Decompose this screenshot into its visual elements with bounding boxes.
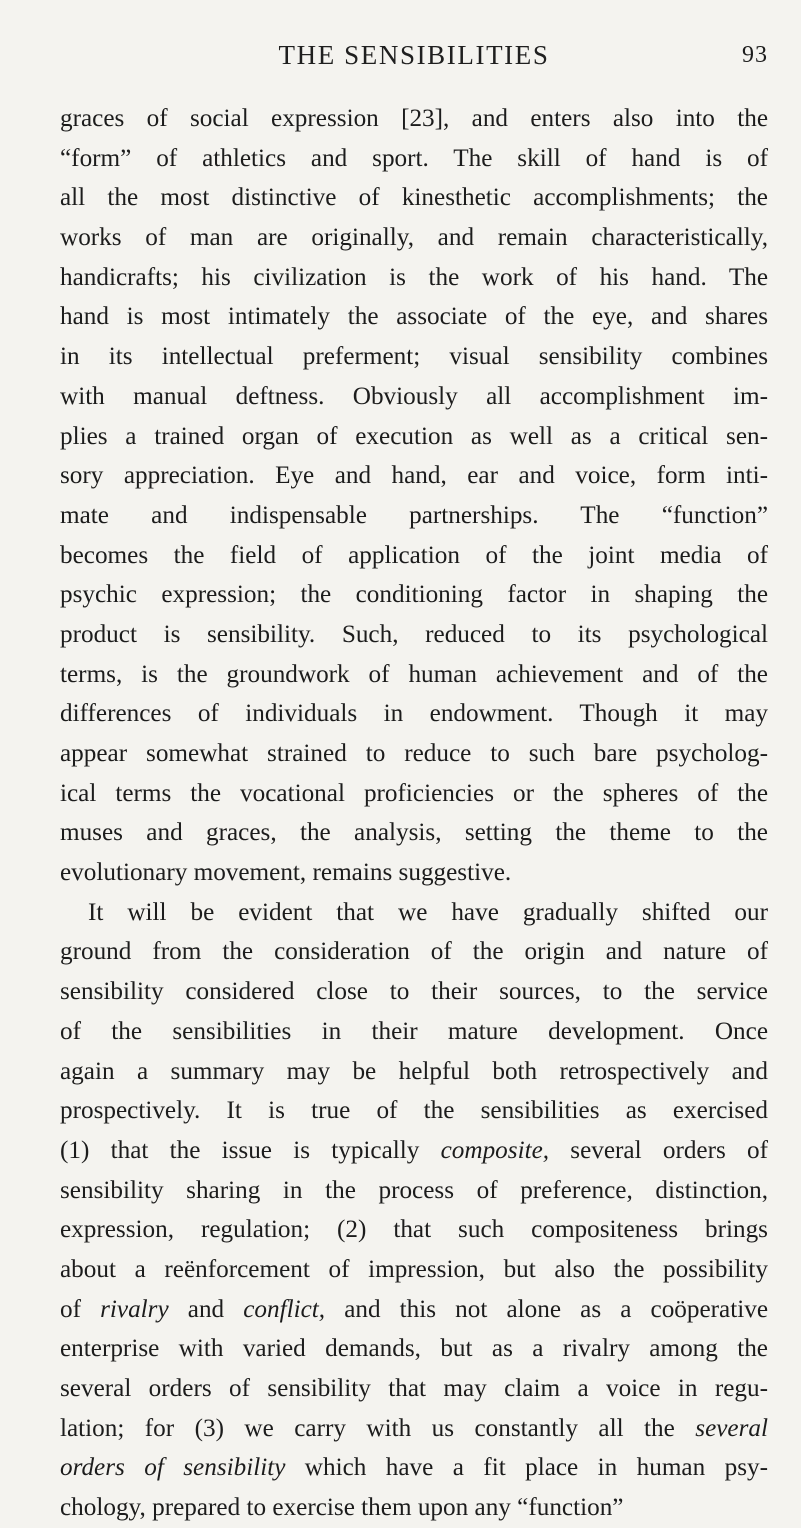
text-line: product is sensibility. Such, reduced to its psychological: [60, 620, 768, 648]
text-line: several orders of sensibility that may claim a voice in regu-: [60, 1375, 768, 1402]
text-segment: (1) that the issue is typically: [60, 1136, 441, 1164]
text-line: becomes the field of application of the joint media of: [60, 541, 768, 569]
text-line: expression, regulation; (2) that such compositeness brings: [60, 1216, 768, 1244]
text-line: chology, prepared to exercise them upon any “function”: [60, 1494, 624, 1522]
emphasis-text: conflict,: [243, 1295, 326, 1323]
text-line: sensibility considered close to their sources, to the service: [60, 978, 768, 1006]
text-line: enterprise with varied demands, but as a rivalry among the: [60, 1335, 768, 1363]
running-head: THE SENSIBILITIES: [278, 40, 550, 70]
text-segment: and this not alone as a coöperative: [325, 1295, 768, 1323]
text-line: prospectively. It is true of the sensibilities as exercised: [60, 1097, 768, 1125]
text-line: It will be evident that we have gradually shifted our: [88, 898, 768, 926]
text-line: [60, 1409, 768, 1449]
body-text: [60, 99, 768, 1528]
emphasis-text: several: [695, 1414, 768, 1442]
text-segment: lation; for (3) we carry with us constantly all the: [60, 1414, 696, 1442]
text-segment: several orders of: [549, 1136, 769, 1164]
text-line: hand is most intimately the associate of the eye, and shares: [60, 303, 768, 331]
page-header: [60, 40, 768, 80]
emphasis-text: rivalry: [100, 1295, 169, 1323]
text-line: again a summary may be helpful both retrospectively and: [60, 1057, 768, 1085]
text-line: [60, 1290, 768, 1330]
text-line: mate and indispensable partnerships. The “function”: [60, 501, 768, 529]
text-line: with manual deftness. Obviously all accomplishment im-: [60, 382, 768, 410]
text-segment: which have a fit place in human psy-: [285, 1454, 768, 1482]
text-line: muses and graces, the analysis, setting the theme to the: [60, 819, 768, 847]
text-line: of the sensibilities in their mature development. Once: [60, 1017, 768, 1045]
text-line: all the most distinctive of kinesthetic accomplishments; the: [60, 184, 768, 212]
text-line: terms, is the groundwork of human achievement and of the: [60, 660, 768, 688]
text-line: “form” of athletics and sport. The skill of hand is of: [60, 144, 768, 172]
text-line: plies a trained organ of execution as well as a critical sen-: [60, 422, 768, 450]
text-line: differences of individuals in endowment. Though it may: [60, 700, 768, 728]
text-line: in its intellectual preferment; visual sensibility combines: [60, 343, 768, 371]
text-line: appear somewhat strained to reduce to such bare psycholog-: [60, 740, 768, 767]
text-line: psychic expression; the conditioning factor in shaping the: [60, 581, 768, 609]
text-segment: and: [168, 1295, 244, 1323]
text-segment: of: [60, 1295, 101, 1323]
page-number: 93: [742, 42, 768, 68]
text-line: evolutionary movement, remains suggestive.: [60, 859, 512, 887]
emphasis-text: orders of sensibility: [60, 1454, 286, 1482]
text-line: [60, 1448, 768, 1488]
emphasis-text: composite,: [440, 1136, 550, 1164]
text-line: [60, 1131, 768, 1171]
text-line: works of man are originally, and remain characteristically,: [60, 224, 768, 252]
text-line: sory appreciation. Eye and hand, ear and voice, form inti-: [60, 462, 768, 490]
text-line: ical terms the vocational proficiencies or the spheres of the: [60, 779, 768, 807]
text-line: about a reënforcement of impression, but also the possibility: [60, 1255, 768, 1283]
text-line: sensibility sharing in the process of preference, distinction,: [60, 1176, 768, 1204]
text-line: graces of social expression [23], and enters also into the: [60, 105, 768, 132]
text-line: ground from the consideration of the origin and nature of: [60, 938, 768, 966]
text-line: handicrafts; his civilization is the work of his hand. The: [60, 263, 768, 291]
